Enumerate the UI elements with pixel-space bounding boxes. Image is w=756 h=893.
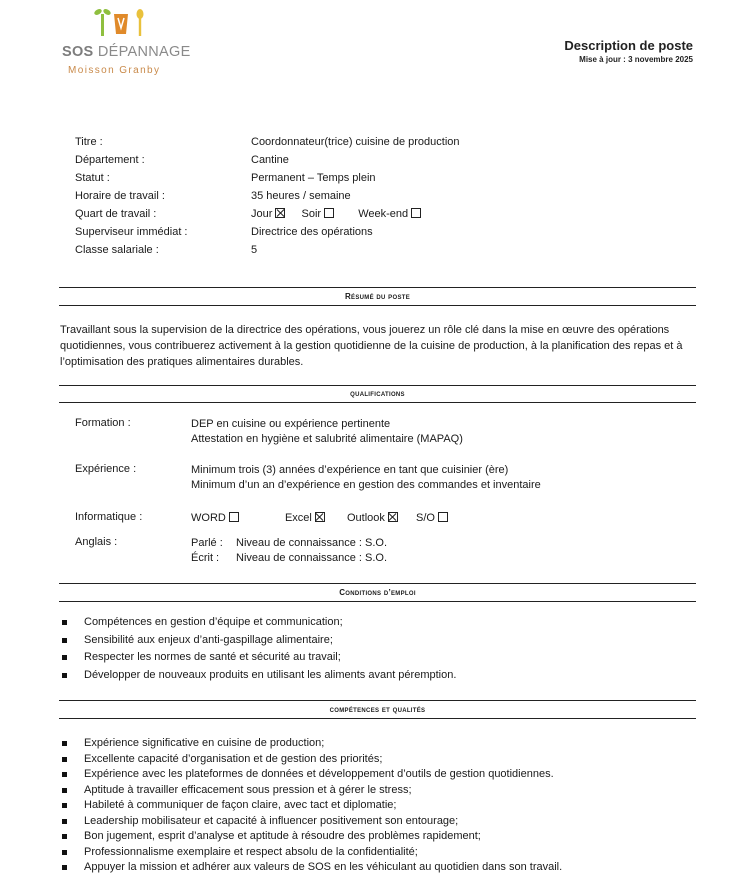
quart-soir-label: Soir	[301, 208, 322, 220]
list-item: Appuyer la mission et adhérer aux valeurs de SOS en les véhiculant au quotidien dans son travail.	[60, 861, 700, 877]
info-label: Département :	[75, 154, 145, 166]
info-value: 5	[251, 244, 258, 256]
excel-checkbox[interactable]	[315, 512, 325, 522]
info-label: Statut :	[75, 172, 110, 184]
ecrit-label: Écrit :	[191, 552, 220, 564]
experience-line: Minimum trois (3) années d’expérience en tant que cuisinier (ère)	[191, 464, 509, 476]
info-label: Titre :	[75, 136, 103, 148]
section-header-resume: Résumé du poste	[59, 287, 696, 306]
list-item: Expérience significative en cuisine de production;	[60, 737, 700, 753]
list-item: Excellente capacité d’organisation et de gestion des priorités;	[60, 753, 700, 769]
competences-list	[60, 737, 700, 877]
excel-label: Excel	[284, 512, 312, 524]
list-item: Développer de nouveaux produits en utilisant les aliments avant péremption.	[60, 668, 700, 686]
outlook-checkbox[interactable]	[388, 512, 398, 522]
list-item: Respecter les normes de santé et sécurité au travail;	[60, 650, 700, 668]
list-item: Leadership mobilisateur et capacité à influencer positivement son entourage;	[60, 815, 700, 831]
logo-wordmark	[62, 44, 191, 60]
quart-options	[251, 207, 421, 222]
list-item: Aptitude à travailler efficacement sous pression et à gérer le stress;	[60, 784, 700, 800]
quart-soir-checkbox[interactable]	[324, 208, 334, 218]
conditions-list	[60, 615, 700, 685]
doc-title: Description de poste	[564, 38, 693, 53]
experience-line: Minimum d’un an d’expérience en gestion des commandes et inventaire	[191, 479, 541, 491]
info-value: Directrice des opérations	[251, 226, 373, 238]
word-label: WORD	[191, 512, 226, 524]
section-header-qualifications: qualifications	[59, 385, 696, 403]
section-header-conditions: Conditions d’emploi	[59, 583, 696, 602]
so-checkbox[interactable]	[438, 512, 448, 522]
info-value: Coordonnateur(trice) cuisine de production	[251, 136, 460, 148]
anglais-levels	[191, 536, 387, 566]
info-value: Cantine	[251, 154, 289, 166]
logo-utensils-icon	[94, 4, 154, 38]
informatique-label: Informatique :	[75, 511, 143, 523]
formation-value	[191, 417, 463, 447]
list-item: Professionnalisme exemplaire et respect absolu de la confidentialité;	[60, 846, 700, 862]
niveau-label: Niveau de connaissance :	[236, 537, 362, 549]
parle-label: Parlé :	[191, 537, 223, 549]
logo-sos: SOS	[62, 44, 94, 60]
list-item: Expérience avec les plateformes de données et développement d’outils de gestion quotidiennes.	[60, 768, 700, 784]
formation-line: Attestation en hygiène et salubrité alimentaire (MAPAQ)	[191, 433, 463, 445]
section-header-competences: compétences et qualités	[59, 700, 696, 719]
resume-text: Travaillant sous la supervision de la directrice des opérations, vous jouerez un rôle clé dans la mise en œuvre des opérations quotidiennes, vous contribuerez activement à la gestion quotidienne de la cuisine de production, à la planification des repas et à l’optimisation des pratiques alimentaires durables.	[60, 324, 683, 368]
info-label: Quart de travail :	[75, 208, 157, 220]
outlook-label: Outlook	[346, 512, 385, 524]
quart-weekend-label: Week-end	[358, 208, 409, 220]
logo	[56, 4, 191, 76]
info-label: Superviseur immédiat :	[75, 226, 188, 238]
niveau-label: Niveau de connaissance :	[236, 552, 362, 564]
info-value: 35 heures / semaine	[251, 190, 351, 202]
niveau-value: S.O.	[365, 552, 388, 564]
word-checkbox[interactable]	[229, 512, 239, 522]
so-label: S/O	[416, 512, 435, 524]
quart-jour-checkbox[interactable]	[275, 208, 285, 218]
list-item: Sensibilité aux enjeux d’anti-gaspillage alimentaire;	[60, 633, 700, 651]
list-item: Bon jugement, esprit d’analyse et aptitude à résoudre des problèmes rapidement;	[60, 830, 700, 846]
list-item: Compétences en gestion d’équipe et communication;	[60, 615, 700, 633]
formation-line: DEP en cuisine ou expérience pertinente	[191, 418, 391, 430]
info-label: Horaire de travail :	[75, 190, 165, 202]
doc-updated-date: Mise à jour : 3 novembre 2025	[579, 55, 693, 64]
anglais-label: Anglais :	[75, 536, 118, 548]
niveau-value: S.O.	[365, 537, 388, 549]
experience-value	[191, 463, 541, 493]
logo-subtitle: Moisson Granby	[68, 65, 161, 76]
experience-label: Expérience :	[75, 463, 137, 475]
formation-label: Formation :	[75, 417, 131, 429]
info-value: Permanent – Temps plein	[251, 172, 376, 184]
list-item: Habileté à communiquer de façon claire, avec tact et diplomatie;	[60, 799, 700, 815]
quart-weekend-checkbox[interactable]	[411, 208, 421, 218]
anglais-parle	[191, 536, 387, 551]
logo-depannage: DÉPANNAGE	[97, 44, 191, 60]
info-label: Classe salariale :	[75, 244, 159, 256]
informatique-options	[191, 511, 448, 526]
quart-jour-label: Jour	[251, 208, 273, 220]
anglais-ecrit	[191, 551, 387, 566]
